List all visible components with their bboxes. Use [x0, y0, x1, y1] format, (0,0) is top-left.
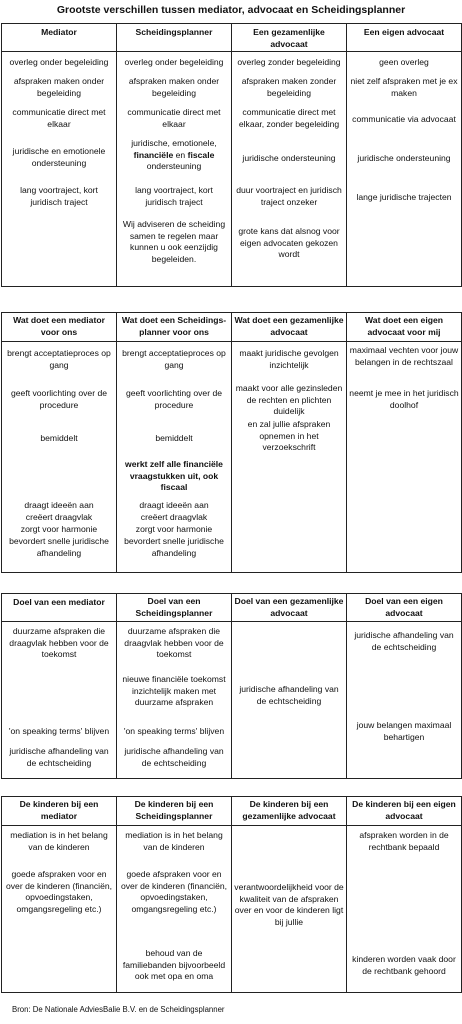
list-item: geeft voorlichting over de procedure [10, 388, 108, 410]
list-item: niet zelf afspraken met je ex maken [350, 76, 458, 98]
list-item: bevordert snelle juridische afhandeling [9, 536, 109, 558]
list-item: juridische en emotionele ondersteuning [12, 146, 106, 168]
list-item: communicatie direct met elkaar, zonder begeleiding [238, 107, 340, 129]
column-header-gezamenlijke-advocaat: De kinderen bij een gezamenlijke advocaat [232, 797, 347, 826]
list-item: maximaal vechten voor jouw belangen in de rechtszaal [349, 345, 459, 367]
cell-scheidingsplanner [117, 826, 232, 993]
cell-mediator [2, 622, 117, 779]
column-header-gezamenlijke-advocaat: Een gezamenlijke advocaat [232, 24, 347, 52]
column-header-scheidingsplanner: Scheidingsplanner [117, 24, 232, 52]
list-item: afspraken maken onder begeleiding [13, 76, 105, 98]
text-bold: financiële [133, 149, 174, 160]
column-header-eigen-advocaat: Wat doet een eigen advocaat voor mij [347, 313, 462, 342]
list-item: neemt je mee in het juridisch doolhof [349, 388, 459, 410]
list-item: draagt ideeën aan [24, 500, 94, 510]
cell-eigen-advocaat [347, 826, 462, 993]
list-item: jouw belangen maximaal behartigen [356, 720, 452, 742]
list-item: en zal jullie afspraken opnemen in het verzoekschrift [247, 419, 331, 453]
comparison-table-kinderen [1, 796, 462, 993]
column-header-gezamenlijke-advocaat: Wat doet een gezamenlijke advocaat [232, 313, 347, 342]
list-item: overleg onder begeleiding [124, 57, 224, 67]
list-item: grote kans dat alsnog voor eigen advocaten gekozen wordt [238, 226, 340, 260]
list-item: geeft voorlichting over de procedure [125, 388, 223, 410]
list-item: werkt zelf alle financiële vraagstukken uit, ook fiscaal [125, 459, 223, 493]
list-item: communicatie via advocaat [352, 114, 456, 124]
text-bold: fiscale [187, 149, 215, 160]
cell-scheidingsplanner [117, 52, 232, 287]
list-item: juridische ondersteuning [242, 153, 336, 163]
list-item: juridische afhandeling van de echtscheiding [239, 684, 339, 706]
list-item: duurzame afspraken die draagvlak hebben voor de toekomst [9, 626, 109, 660]
column-header-mediator: Wat doet een mediator voor ons [2, 313, 117, 342]
list-item: juridische ondersteuning [357, 153, 451, 163]
list-item: afspraken maken onder begeleiding [128, 76, 220, 98]
list-item: lang voortraject, kort juridisch traject [20, 185, 98, 207]
cell-gezamenlijke-advocaat [232, 52, 347, 287]
list-item: lange juridische trajecten [356, 192, 452, 202]
column-header-scheidingsplanner: Doel van een Scheidingsplanner [117, 594, 232, 622]
cell-mediator [2, 826, 117, 993]
cell-mediator [2, 52, 117, 287]
list-item: 'on speaking terms' blijven [123, 726, 225, 736]
list-item: communicatie direct met elkaar [12, 107, 106, 129]
cell-gezamenlijke-advocaat [232, 342, 347, 573]
list-item: geen overleg [379, 57, 429, 67]
list-item: afspraken maken zonder begeleiding [241, 76, 337, 98]
list-item [119, 138, 229, 173]
list-item: juridische afhandeling van de echtscheiding [354, 630, 454, 652]
list-item: duur voortraject en juridisch traject onzeker [236, 185, 342, 207]
comparison-table-doel [1, 593, 462, 779]
column-header-gezamenlijke-advocaat: Doel van een gezamenlijke advocaat [232, 594, 347, 622]
column-header-mediator: De kinderen bij een mediator [2, 797, 117, 826]
list-item: behoud van de familiebanden bijvoorbeeld ook met opa en oma [122, 948, 226, 982]
column-header-scheidingsplanner: Wat doet een Scheidings-planner voor ons [117, 313, 232, 342]
cell-eigen-advocaat [347, 52, 462, 287]
list-item: goede afspraken voor en over de kinderen (financiën, opvoedingstaken, omgangsregeling etc.) [120, 869, 228, 914]
list-item: maakt voor alle gezinsleden de rechten en plichten duidelijk [235, 383, 343, 417]
text-line: en [175, 149, 186, 160]
list-item: mediation is in het belang van de kinderen [125, 830, 223, 852]
list-item: bemiddelt [155, 433, 193, 443]
comparison-table-wat-doet [1, 312, 462, 573]
column-header-mediator: Mediator [2, 24, 117, 52]
list-item: 'on speaking terms' blijven [8, 726, 110, 736]
cell-eigen-advocaat [347, 622, 462, 779]
list-item: kinderen worden vaak door de rechtbank gehoord [352, 954, 456, 976]
list-item: draagt ideeën aan [139, 500, 209, 510]
list-item: overleg onder begeleiding [9, 57, 109, 67]
list-item: verantwoordelijkheid voor de kwaliteit van de afspraken over en voor de kinderen ligt bij jullie [234, 882, 344, 927]
list-item: lang voortraject, kort juridisch traject [135, 185, 213, 207]
list-item: brengt acceptatieproces op gang [122, 348, 226, 370]
list-item: juridische afhandeling van de echtscheiding [124, 746, 224, 768]
list-item: zorgt voor harmonie [135, 524, 213, 534]
text-line: ondersteuning [146, 161, 202, 172]
list-item: creëert draagvlak [140, 512, 208, 522]
source-note: Bron: De Nationale AdviesBalie B.V. en de Scheidingsplanner [12, 1005, 225, 1014]
list-item: zorgt voor harmonie [20, 524, 98, 534]
list-item: communicatie direct met elkaar [127, 107, 221, 129]
page-title: Grootste verschillen tussen mediator, advocaat en Scheidingsplanner [56, 4, 406, 16]
list-item: maakt juridische gevolgen inzichtelijk [239, 348, 339, 370]
list-item: Wij adviseren de scheiding samen te regelen maar kunnen u ook eenzijdig begeleiden. [122, 219, 226, 264]
column-header-eigen-advocaat: De kinderen bij een eigen advocaat [347, 797, 462, 826]
text-line: juridische, emotionele, [131, 138, 217, 148]
list-item: nieuwe financiële toekomst inzichtelijk maken met duurzame afspraken [122, 674, 226, 708]
list-item: brengt acceptatieproces op gang [7, 348, 111, 370]
comparison-table-differences [1, 23, 462, 287]
list-item: afspraken worden in de rechtbank bepaald [359, 830, 449, 852]
column-header-scheidingsplanner: De kinderen bij een Scheidingsplanner [117, 797, 232, 826]
list-item: overleg zonder begeleiding [237, 57, 341, 67]
column-header-mediator: Doel van een mediator [2, 594, 117, 622]
column-header-eigen-advocaat: Doel van een eigen advocaat [347, 594, 462, 622]
list-item: mediation is in het belang van de kinderen [10, 830, 108, 852]
list-item: bemiddelt [40, 433, 78, 443]
list-item: bevordert snelle juridische afhandeling [124, 536, 224, 558]
column-header-eigen-advocaat: Een eigen advocaat [347, 24, 462, 52]
list-item: duurzame afspraken die draagvlak hebben voor de toekomst [124, 626, 224, 660]
cell-mediator [2, 342, 117, 573]
list-item: creëert draagvlak [25, 512, 93, 522]
cell-gezamenlijke-advocaat [232, 622, 347, 779]
list-item: juridische afhandeling van de echtscheiding [9, 746, 109, 768]
cell-eigen-advocaat [347, 342, 462, 573]
cell-scheidingsplanner [117, 622, 232, 779]
cell-scheidingsplanner [117, 342, 232, 573]
cell-gezamenlijke-advocaat [232, 826, 347, 993]
list-item: goede afspraken voor en over de kinderen (financiën, opvoedingstaken, omgangsregeling etc.) [5, 869, 113, 914]
